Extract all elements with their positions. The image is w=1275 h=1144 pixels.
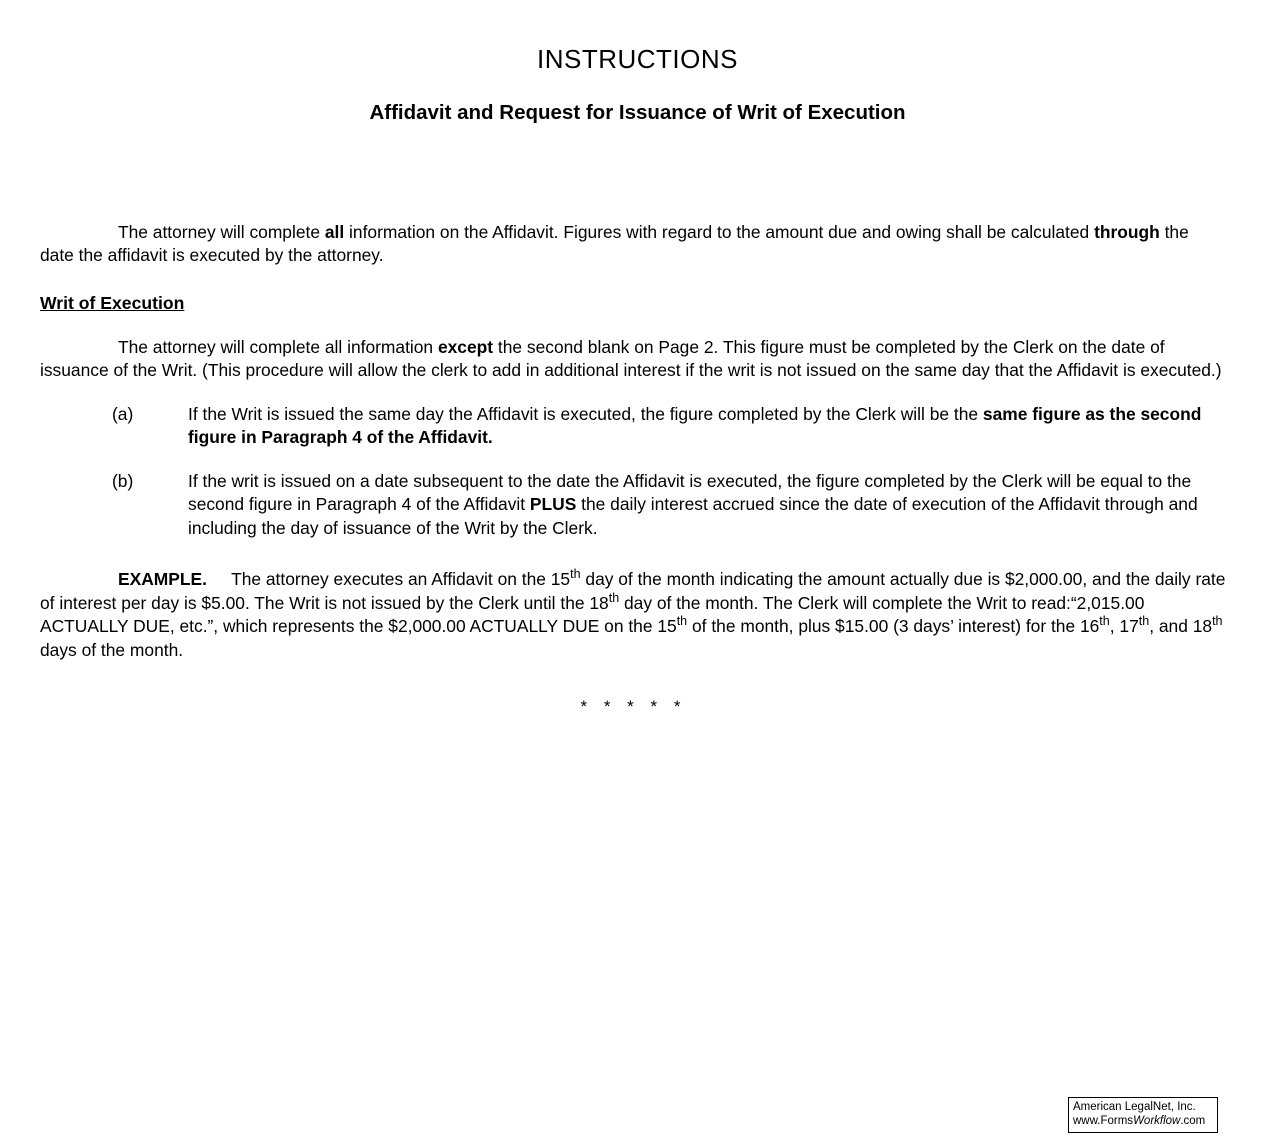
paragraph-writ-post: the second blank on Page 2. This figure must be completed by the Clerk on the date of issuance of the Writ. (This procedure will allow the clerk to add in additional interest if the writ is not issued on the same day that the Affidavit is executed.) xyxy=(40,336,1222,381)
example-sup-5: th xyxy=(1138,614,1150,629)
example-text-5: , 17 xyxy=(1109,616,1139,637)
section-heading-writ-of-execution xyxy=(40,292,1227,316)
list-item-text xyxy=(188,470,1227,540)
footer-website-a: www.Forms xyxy=(1073,1115,1134,1128)
example-sup-4: th xyxy=(1099,614,1110,629)
footer-website-c: .com xyxy=(1180,1115,1206,1128)
list-item-bold: same figure as the second figure in Paragraph 4 of the Affidavit. xyxy=(188,403,1202,448)
example-sup-1: th xyxy=(570,567,581,582)
footer-stamp xyxy=(1068,1097,1218,1133)
list-item-label: (b) xyxy=(112,470,134,491)
example-text-1: The attorney executes an Affidavit on the 15 xyxy=(231,569,571,590)
paragraph-writ-bold-except: except xyxy=(437,336,494,357)
document-page xyxy=(0,44,1275,1144)
paragraph-example xyxy=(40,568,1227,662)
list-item xyxy=(40,403,1227,450)
paragraph-intro-bold-through: through xyxy=(1094,222,1160,242)
paragraph-intro xyxy=(40,221,1227,268)
paragraph-writ-pre: The attorney will complete all information xyxy=(118,336,438,357)
paragraph-intro-bold-all: all xyxy=(324,222,345,242)
example-sup-2: th xyxy=(608,590,620,605)
section-heading-label: Writ of Execution xyxy=(40,292,185,313)
paragraph-intro-mid: information on the Affidavit. Figures with regard to the amount due and owing shall be calculated xyxy=(344,222,1095,242)
example-sup-6: th xyxy=(1212,614,1223,629)
example-sup-3: th xyxy=(676,614,688,629)
list-item-post: the daily interest accrued since the date of execution of the Affidavit through and including the day of issuance of the Writ by the Clerk. xyxy=(188,494,1198,538)
section-separator: * * * * * xyxy=(580,697,687,717)
example-text-6: , and 18 xyxy=(1149,616,1213,637)
example-text-3: day of the month. The Clerk will complete the Writ to read:“2,015.00 ACTUALLY DUE, etc.”, which represents the $2,000.00 ACTUALLY DUE on the 15 xyxy=(40,592,1145,637)
list-item xyxy=(40,470,1227,540)
example-text-7: days of the month. xyxy=(40,639,184,660)
footer-company: American LegalNet, Inc. xyxy=(1073,1101,1196,1113)
footer-website xyxy=(1073,1114,1213,1128)
example-spacer xyxy=(207,569,231,589)
paragraph-intro-post: the date the affidavit is executed by the attorney. xyxy=(40,222,1189,266)
page-subtitle: Affidavit and Request for Issuance of Writ of Execution xyxy=(369,101,906,124)
list-item-bold: PLUS xyxy=(529,494,577,515)
list-item-pre: If the writ is issued on a date subsequent to the date the Affidavit is executed, the figure completed by the Clerk will be equal to the second figure in Paragraph 4 of the Affidavit xyxy=(188,470,1192,515)
page-title: INSTRUCTIONS xyxy=(537,44,738,74)
list-item-text xyxy=(188,403,1227,450)
paragraph-intro-pre: The attorney will complete xyxy=(118,222,325,242)
example-label: EXAMPLE. xyxy=(118,569,207,590)
list-item-label: (a) xyxy=(112,403,134,424)
paragraph-writ xyxy=(40,336,1227,383)
example-text-2: day of the month indicating the amount actually due is $2,000.00, and the daily rate of interest per day is $5.00. The Writ is not issued by the Clerk until the 18 xyxy=(40,569,1226,613)
footer-website-b: Workflow xyxy=(1133,1115,1181,1128)
example-text-4: of the month, plus $15.00 (3 days’ interest) for the 16 xyxy=(687,616,1100,637)
document-body xyxy=(40,221,1227,719)
list-item-pre: If the Writ is issued the same day the Affidavit is executed, the figure completed by the Clerk will be the xyxy=(188,403,983,424)
